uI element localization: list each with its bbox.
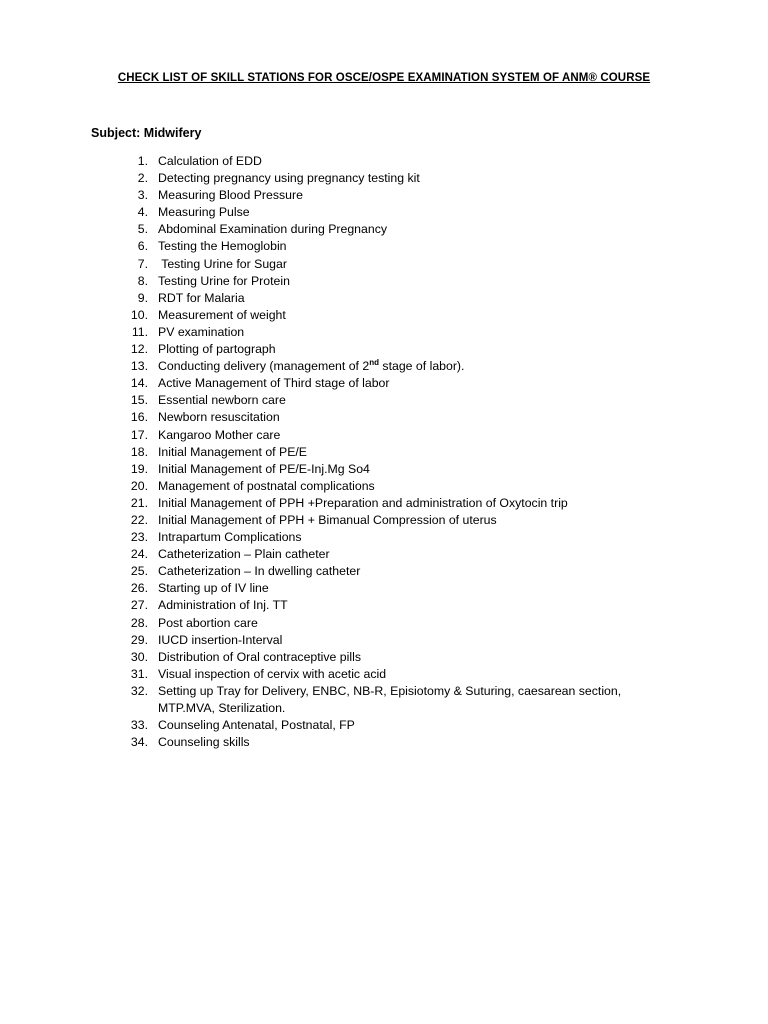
list-item xyxy=(0,683,768,717)
item-text-with-superscript xyxy=(158,358,464,375)
list-item xyxy=(0,256,768,273)
item-text: Initial Management of PPH +Preparation and administration of Oxytocin trip xyxy=(158,495,568,510)
item-number: 7. xyxy=(137,256,148,271)
item-text: Initial Management of PE/E-Inj.Mg So4 xyxy=(158,461,370,476)
item-text: Setting up Tray for Delivery, ENBC, NB-R, Episiotomy & Suturing, caesarean section, xyxy=(158,683,622,698)
list-item xyxy=(0,495,768,512)
item-number: 31. xyxy=(130,666,148,681)
item-number: 27. xyxy=(130,598,148,613)
item-number: 22. xyxy=(130,512,148,527)
subject-heading: Subject: Midwifery xyxy=(91,126,202,140)
list-item xyxy=(0,597,768,614)
list-item xyxy=(0,580,768,597)
list-item xyxy=(0,734,768,751)
item-text: RDT for Malaria xyxy=(158,290,245,305)
list-item xyxy=(0,170,768,187)
item-number: 6. xyxy=(137,239,148,254)
item-number: 1. xyxy=(137,154,148,168)
list-item xyxy=(0,358,768,375)
list-item xyxy=(0,290,768,307)
item-text: Calculation of EDD xyxy=(158,154,262,168)
item-text: Plotting of partograph xyxy=(158,342,276,357)
item-text-continued: stage of labor). xyxy=(379,359,465,374)
item-text: Intrapartum Complications xyxy=(158,530,302,545)
item-number: 34. xyxy=(130,735,148,750)
item-number: 9. xyxy=(137,290,148,305)
item-text: Initial Management of PE/E xyxy=(158,444,308,459)
item-text: Measurement of weight xyxy=(158,307,286,322)
item-number: 5. xyxy=(137,222,148,237)
list-item xyxy=(0,409,768,426)
item-number: 2. xyxy=(137,171,148,186)
item-number: 10. xyxy=(130,307,148,322)
list-item xyxy=(0,512,768,529)
list-item xyxy=(0,444,768,461)
list-item xyxy=(0,461,768,478)
item-text: Counseling Antenatal, Postnatal, FP xyxy=(158,718,355,733)
ordinal-superscript: nd xyxy=(369,358,379,368)
item-text-continued: MTP.MVA, Sterilization. xyxy=(158,701,286,715)
list-item xyxy=(0,717,768,734)
item-text: Catheterization – Plain catheter xyxy=(158,547,330,562)
list-item xyxy=(0,666,768,683)
item-number: 32. xyxy=(130,683,148,698)
item-text: Essential newborn care xyxy=(158,393,286,408)
list-item xyxy=(0,153,768,170)
list-item xyxy=(0,238,768,255)
item-number: 13. xyxy=(130,359,148,374)
item-number: 25. xyxy=(130,564,148,579)
list-item xyxy=(0,615,768,632)
list-item xyxy=(0,529,768,546)
item-text: Administration of Inj. TT xyxy=(158,598,288,613)
item-number: 4. xyxy=(137,205,148,220)
item-text: Catheterization – In dwelling catheter xyxy=(158,564,361,579)
list-item xyxy=(0,204,768,221)
list-item xyxy=(0,324,768,341)
item-text: Distribution of Oral contraceptive pills xyxy=(158,649,361,664)
item-number: 16. xyxy=(130,410,148,425)
item-text: Visual inspection of cervix with acetic acid xyxy=(158,666,387,681)
item-number: 15. xyxy=(130,393,148,408)
item-text: Testing the Hemoglobin xyxy=(158,239,287,254)
item-number: 8. xyxy=(137,273,148,288)
item-number: 28. xyxy=(130,615,148,630)
item-text: Measuring Blood Pressure xyxy=(158,188,303,203)
item-number: 29. xyxy=(130,632,148,647)
item-text: Kangaroo Mother care xyxy=(158,427,281,442)
skill-station-list xyxy=(0,153,768,751)
list-item xyxy=(0,392,768,409)
item-text: Measuring Pulse xyxy=(158,205,250,220)
list-item xyxy=(0,546,768,563)
item-number: 12. xyxy=(130,342,148,357)
item-text: Management of postnatal complications xyxy=(158,478,375,493)
item-number: 19. xyxy=(130,461,148,476)
item-number: 23. xyxy=(130,530,148,545)
list-item xyxy=(0,187,768,204)
list-item xyxy=(0,341,768,358)
document-title: CHECK LIST OF SKILL STATIONS FOR OSCE/OSPE EXAMINATION SYSTEM OF ANM® COURSE xyxy=(117,72,651,84)
item-number: 30. xyxy=(130,649,148,664)
list-item xyxy=(0,632,768,649)
list-item xyxy=(0,427,768,444)
item-text: Detecting pregnancy using pregnancy testing kit xyxy=(158,171,420,186)
item-number: 3. xyxy=(137,188,148,203)
list-item xyxy=(0,307,768,324)
list-item xyxy=(0,375,768,392)
item-number: 17. xyxy=(130,427,148,442)
item-number: 24. xyxy=(130,547,148,562)
item-text: Starting up of IV line xyxy=(158,581,269,596)
item-number: 18. xyxy=(130,444,148,459)
item-text: Post abortion care xyxy=(158,615,258,630)
item-text: Newborn resuscitation xyxy=(158,410,280,425)
item-number: 14. xyxy=(130,376,148,391)
item-text: Conducting delivery (management of 2 xyxy=(158,359,370,374)
item-text: PV examination xyxy=(158,324,245,339)
item-number: 11. xyxy=(131,324,148,339)
item-text: Initial Management of PPH + Bimanual Compression of uterus xyxy=(158,512,497,527)
item-text: Testing Urine for Sugar xyxy=(158,256,287,271)
item-text: Testing Urine for Protein xyxy=(158,273,290,288)
item-text: IUCD insertion-Interval xyxy=(158,632,283,647)
item-number: 21. xyxy=(130,495,148,510)
list-item xyxy=(0,478,768,495)
item-text-multiline xyxy=(158,683,621,717)
item-number: 26. xyxy=(130,581,148,596)
item-text: Abdominal Examination during Pregnancy xyxy=(158,222,387,237)
item-number: 20. xyxy=(130,478,148,493)
item-number: 33. xyxy=(130,718,148,733)
list-item xyxy=(0,563,768,580)
list-item xyxy=(0,273,768,290)
list-item xyxy=(0,221,768,238)
item-text: Active Management of Third stage of labor xyxy=(158,376,390,391)
item-text: Counseling skills xyxy=(158,735,250,750)
list-item xyxy=(0,649,768,666)
